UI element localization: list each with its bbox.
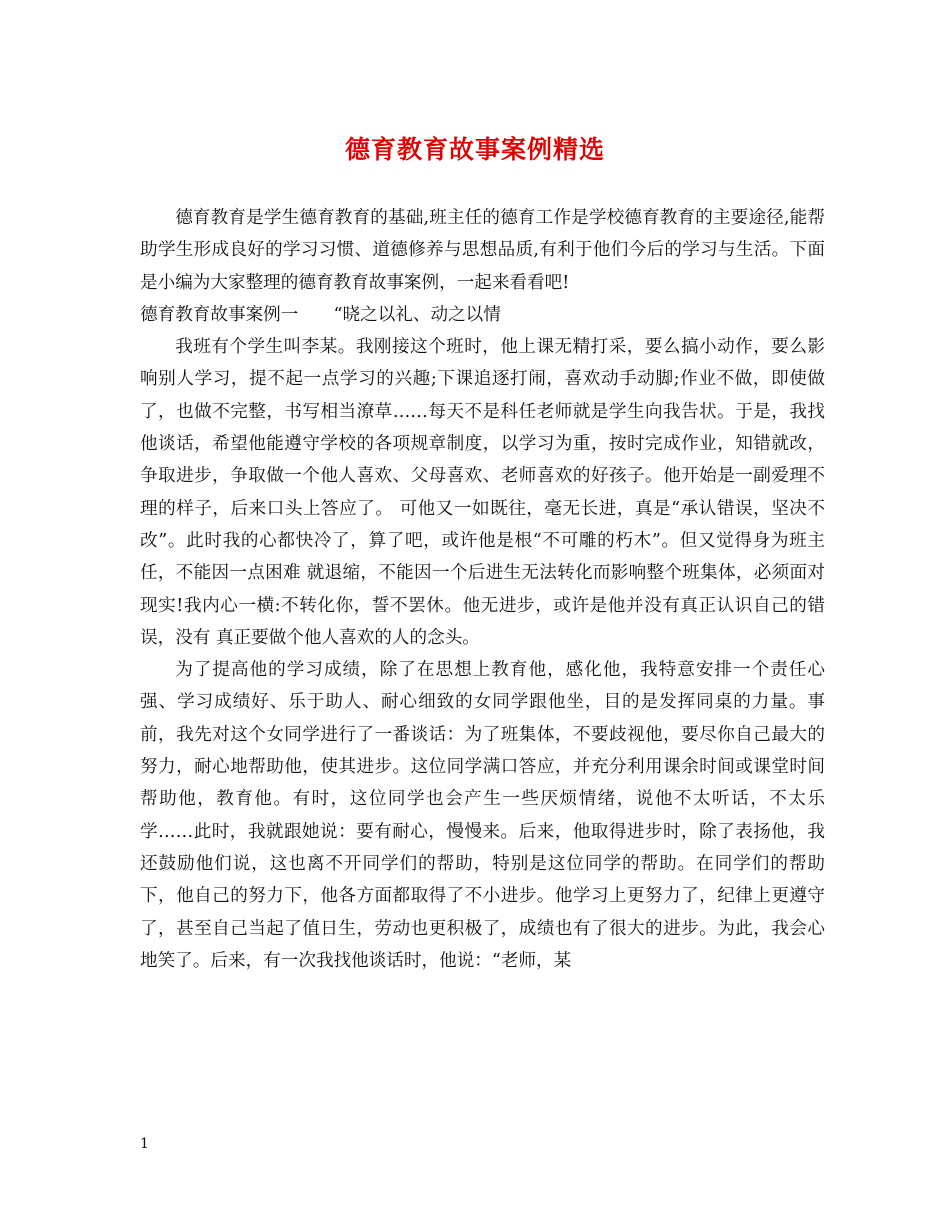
document-title: 德育教育故事案例精选 xyxy=(344,135,605,164)
body-paragraph: 为了提高他的学习成绩，除了在思想上教育他，感化他，我特意安排一个责任心强、学习成绩好、乐于助人、耐心细致的女同学跟他坐，目的是发挥同桌的力量。事前，我先对这个女同学进行了一番谈话：为了班集体，不要歧视他，要尽你自己最大的努力，耐心地帮助他，使其进步。这位同学满口答应，并充分利用课余时间或课堂时间帮助他，教育他。有时，这位同学也会产生一些厌烦情绪，说他不太听话，不太乐学……此时，我就跟她说：要有耐心，慢慢来。后来，他取得进步时，除了表扬他，我还鼓励他们说，这也离不开同学们的帮助，特别是这位同学的帮助。在同学们的帮助下，他自己的努力下，他各方面都取得了不小进步。他学习上更努力了，纪律上更遵守了，甚至自己当起了值日生，劳动也更积极了，成绩也有了很大的进步。为此，我会心地笑了。后来，有一次我找他谈话时，他说：“老师，某 xyxy=(140,660,825,971)
body-paragraph: 我班有个学生叫李某。我刚接这个班时，他上课无精打采，要么搞小动作，要么影响别人学习，提不起一点学习的兴趣;下课追逐打闹，喜欢动手动脚;作业不做，即使做了，也做不完整，书写相当潦草……每天不是科任老师就是学生向我告状。于是，我找他谈话，希望他能遵守学校的各项规章制度，以学习为重，按时完成作业，知错就改，争取进步，争取做一个他人喜欢、父母喜欢、老师喜欢的好孩子。他开始是一副爱理不理的样子，后来口头上答应了。 可他又一如既往，毫无长进，真是“承认错误，坚决不改”。此时我的心都快冷了，算了吧，或许他是根“不可雕的朽木”。但又觉得身为班主任，不能因一点困难 就退缩，不能因一个后进生无法转化而影响整个班集体，必须面对现实!我内心一横:不转化你，誓不罢休。他无进步，或许是他并没有真正认识自己的错误，没有 真正要做个他人喜欢的人的念头。 xyxy=(140,337,825,648)
case-heading: 德育教育故事案例一 “晓之以礼、动之以情 xyxy=(140,304,501,325)
page-number: 1 xyxy=(140,1136,149,1152)
intro-paragraph: 德育教育是学生德育教育的基础,班主任的德育工作是学校德育教育的主要途径,能帮助学生形成良好的学习习惯、道德修养与思想品质,有利于他们今后的学习与生活。下面是小编为大家整理的德育教育故事案例，一起来看看吧! xyxy=(140,208,825,293)
document-body xyxy=(140,202,825,977)
